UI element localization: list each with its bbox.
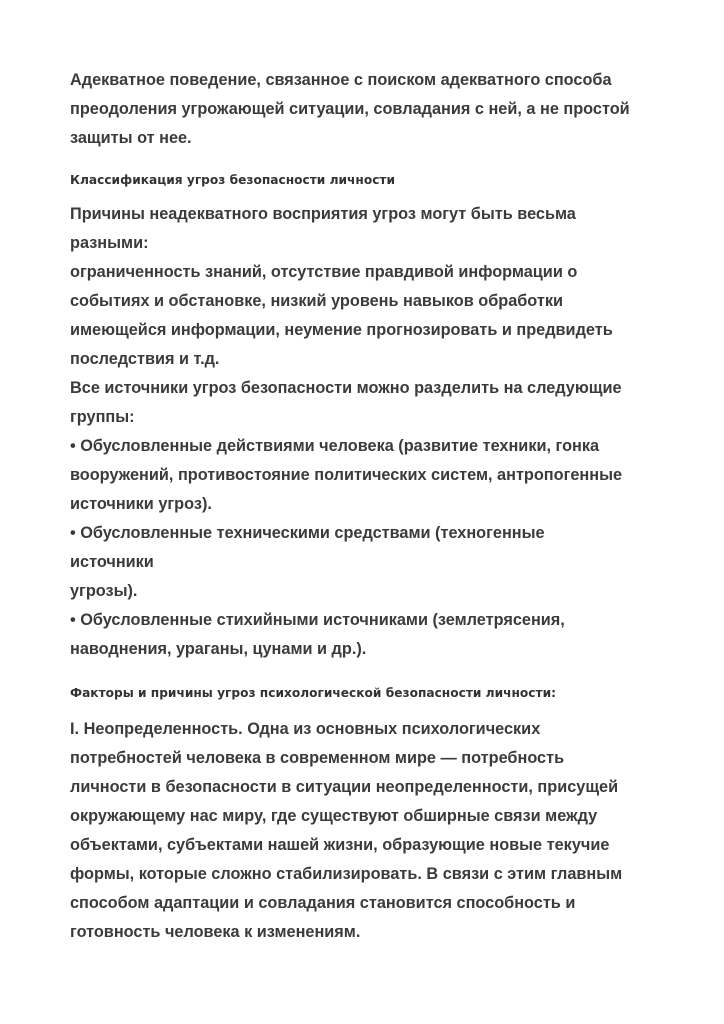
- section-heading-threat-classification: Классификация угроз безопасности личности: [70, 173, 396, 187]
- bullet-line: • Обусловленные действиями человека (развитие техники, гонка: [70, 437, 600, 455]
- text-line: разными:: [70, 234, 149, 252]
- text-line: группы:: [70, 408, 135, 426]
- text-line: Причины неадекватного восприятия угроз могут быть весьма: [70, 205, 576, 223]
- text-line: I. Неопределенность. Одна из основных психологических: [70, 720, 541, 738]
- text-line: Адекватное поведение, связанное с поиском адекватного способа: [70, 71, 612, 89]
- text-line: вооружений, противостояние политических систем, антропогенные: [70, 466, 623, 484]
- text-line: последствия и т.д.: [70, 350, 220, 368]
- section-heading-threat-factors: Факторы и причины угроз психологической безопасности личности:: [70, 686, 557, 700]
- text-line: ограниченность знаний, отсутствие правдивой информации о: [70, 263, 578, 281]
- intro-paragraph: [70, 66, 670, 153]
- text-line: источники угроз).: [70, 495, 212, 513]
- bullet-line: • Обусловленные техническими средствами (техногенные: [70, 524, 545, 542]
- text-line: наводнения, ураганы, цунами и др.).: [70, 640, 367, 658]
- text-line: событиях и обстановке, низкий уровень навыков обработки: [70, 292, 563, 310]
- text-line: формы, которые сложно стабилизировать. В связи с этим главным: [70, 865, 623, 883]
- text-line: личности в безопасности в ситуации неопределенности, присущей: [70, 778, 619, 796]
- text-line: способом адаптации и совладания становится способность и: [70, 894, 576, 912]
- bullet-line: • Обусловленные стихийными источниками (землетрясения,: [70, 611, 565, 629]
- text-line: имеющейся информации, неумение прогнозировать и предвидеть: [70, 321, 613, 339]
- text-line: готовность человека к изменениям.: [70, 923, 361, 941]
- text-line: угрозы).: [70, 582, 138, 600]
- text-line: преодоления угрожающей ситуации, совладания с ней, а не простой: [70, 100, 630, 118]
- text-line: объектами, субъектами нашей жизни, образующие новые текучие: [70, 836, 610, 854]
- text-line: защиты от нее.: [70, 129, 192, 147]
- text-line: потребностей человека в современном мире — потребность: [70, 749, 565, 767]
- text-line: источники: [70, 553, 154, 571]
- text-line: Все источники угроз безопасности можно разделить на следующие: [70, 379, 622, 397]
- uncertainty-paragraph: [70, 715, 670, 947]
- threat-sources-paragraph: [70, 200, 670, 664]
- text-line: окружающему нас миру, где существуют обширные связи между: [70, 807, 598, 825]
- document-page: [70, 66, 670, 947]
